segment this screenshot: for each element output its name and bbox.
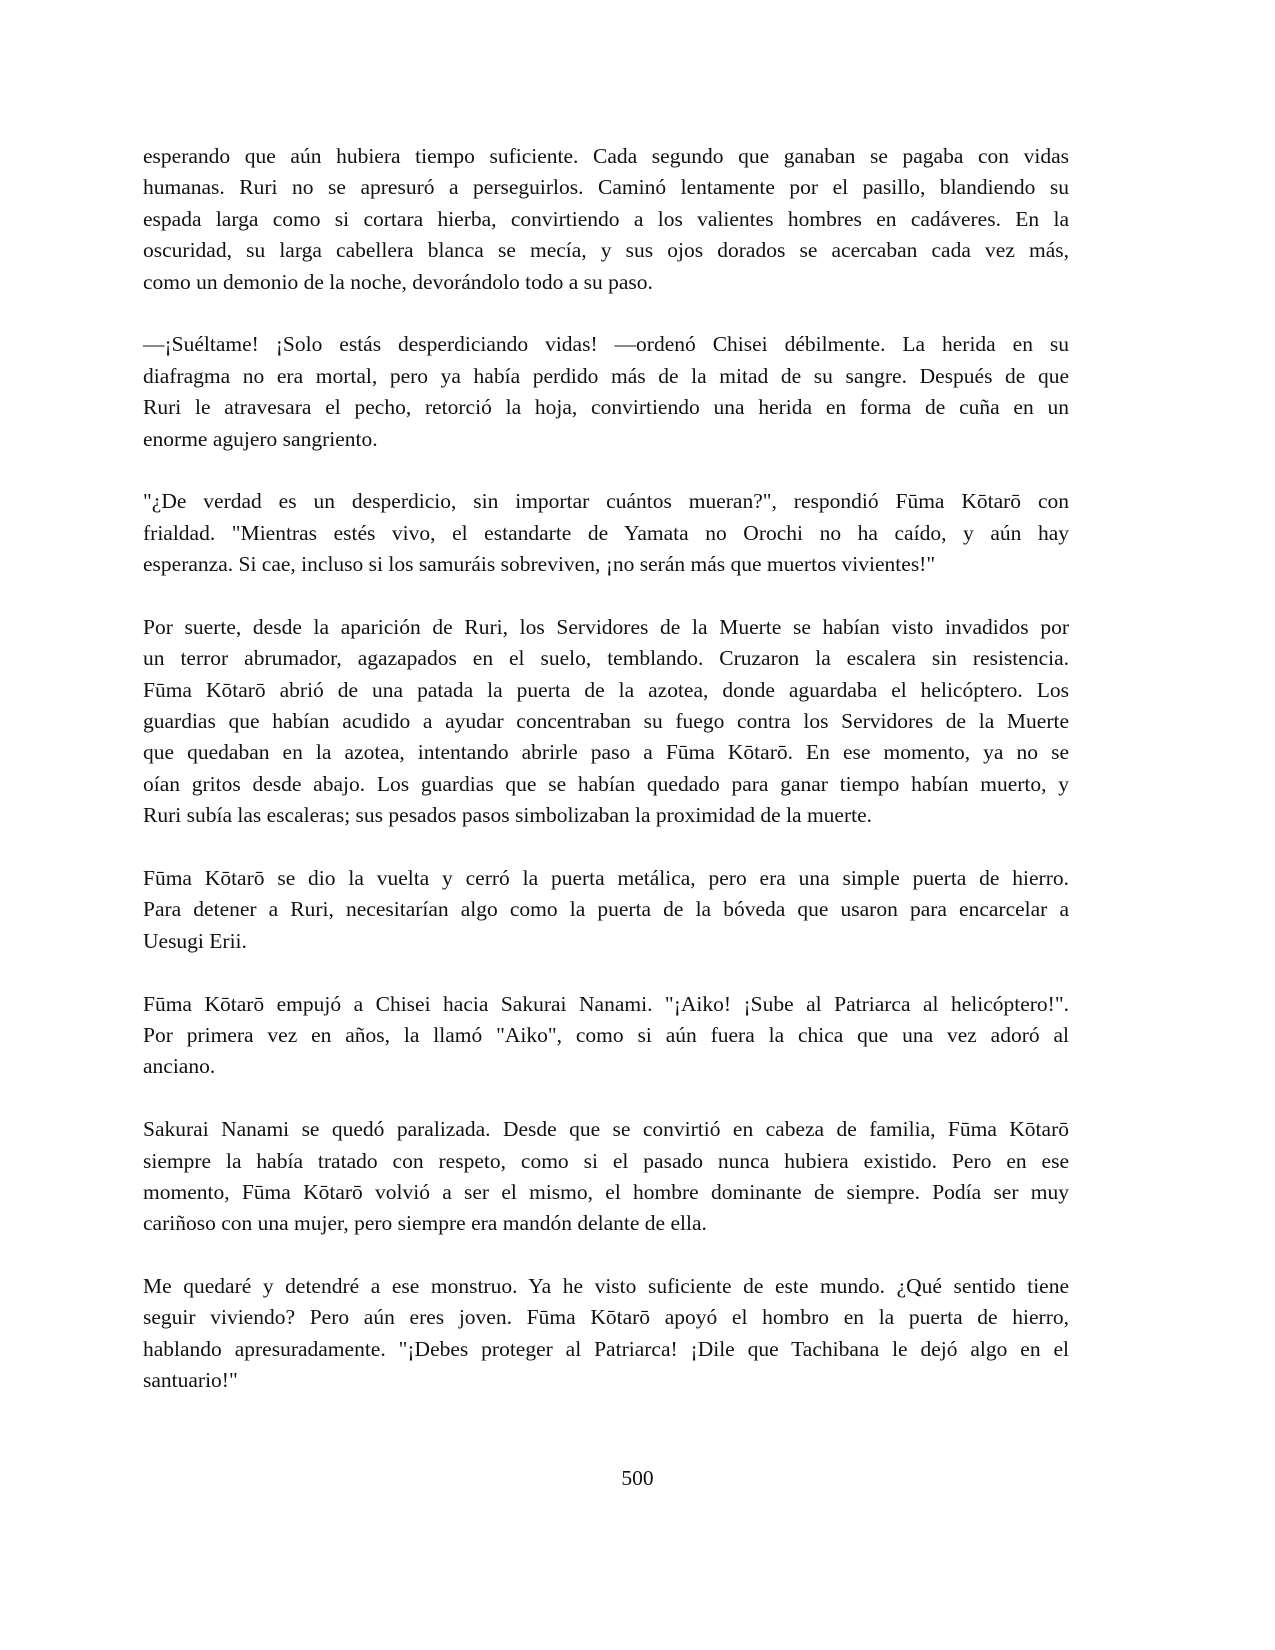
text-line: un terror abrumador, agazapados en el suelo, temblando. Cruzaron la escalera sin resistencia.: [143, 646, 1069, 671]
text-line: —¡Suéltame! ¡Solo estás desperdiciando vidas! —ordenó Chisei débilmente. La herida en su: [143, 332, 1069, 357]
text-line: que quedaban en la azotea, intentando abrirle paso a Fūma Kōtarō. En ese momento, ya no se: [143, 740, 1069, 765]
paragraph: [143, 863, 1069, 957]
paragraph: [143, 486, 1069, 580]
text-line: Por primera vez en años, la llamó "Aiko", como si aún fuera la chica que una vez adoró al: [143, 1022, 1069, 1047]
text-line: esperando que aún hubiera tiempo suficiente. Cada segundo que ganaban se pagaba con vidas: [143, 144, 1069, 168]
text-line: Por suerte, desde la aparición de Ruri, los Servidores de la Muerte se habían visto invadidos por: [143, 614, 1069, 639]
paragraph: [143, 141, 1069, 298]
text-line: Me quedaré y detendré a ese monstruo. Ya he visto suficiente de este mundo. ¿Qué sentido tiene: [143, 1274, 1069, 1299]
text-line: anciano.: [143, 1054, 216, 1079]
text-line: Sakurai Nanami se quedó paralizada. Desde que se convirtió en cabeza de familia, Fūma Kōtarō: [143, 1117, 1069, 1142]
text-line: Fūma Kōtarō abrió de una patada la puerta de la azotea, donde aguardaba el helicóptero. Los: [143, 677, 1069, 702]
text-line: Ruri subía las escaleras; sus pesados pasos simbolizaban la proximidad de la muerte.: [143, 803, 873, 828]
paragraph: [143, 1271, 1069, 1397]
paragraph: [143, 329, 1069, 455]
text-line: momento, Fūma Kōtarō volvió a ser el mismo, el hombre dominante de siempre. Podía ser muy: [143, 1179, 1069, 1204]
text-line: humanas. Ruri no se apresuró a perseguirlos. Caminó lentamente por el pasillo, blandiendo su: [143, 175, 1069, 200]
text-line: santuario!": [143, 1368, 238, 1393]
text-line: siempre la había tratado con respeto, como si el pasado nunca hubiera existido. Pero en ese: [143, 1148, 1069, 1173]
paragraph: [143, 1114, 1069, 1240]
text-line: espada larga como si cortara hierba, convirtiendo a los valientes hombres en cadáveres. En la: [143, 206, 1069, 231]
page-number: 500: [621, 1466, 654, 1490]
text-line: diafragma no era mortal, pero ya había perdido más de la mitad de su sangre. Después de que: [143, 363, 1069, 388]
text-line: oscuridad, su larga cabellera blanca se mecía, y sus ojos dorados se acercaban cada vez más,: [143, 238, 1069, 263]
text-line: oían gritos desde abajo. Los guardias que se habían quedado para ganar tiempo habían muerto, y: [143, 771, 1069, 796]
text-line: hablando apresuradamente. "¡Debes proteger al Patriarca! ¡Dile que Tachibana le dejó algo en el: [143, 1336, 1069, 1361]
text-line: Uesugi Erii.: [143, 928, 247, 953]
text-line: cariñoso con una mujer, pero siempre era mandón delante de ella.: [143, 1211, 707, 1236]
text-line: frialdad. "Mientras estés vivo, el estandarte de Yamata no Orochi no ha caído, y aún hay: [143, 520, 1069, 545]
text-line: enorme agujero sangriento.: [143, 426, 378, 451]
text-line: Fūma Kōtarō se dio la vuelta y cerró la puerta metálica, pero era una simple puerta de hierro.: [143, 865, 1069, 890]
paragraph: [143, 989, 1069, 1083]
document-body: [143, 141, 1069, 1428]
text-line: Para detener a Ruri, necesitarían algo como la puerta de la bóveda que usaron para encarcelar a: [143, 897, 1069, 922]
text-line: como un demonio de la noche, devorándolo todo a su paso.: [143, 269, 653, 294]
text-line: guardias que habían acudido a ayudar concentraban su fuego contra los Servidores de la Muerte: [143, 709, 1069, 734]
text-line: "¿De verdad es un desperdicio, sin importar cuántos mueran?", respondió Fūma Kōtarō con: [143, 489, 1069, 514]
text-line: Ruri le atravesara el pecho, retorció la hoja, convirtiendo una herida en forma de cuña en un: [143, 395, 1069, 420]
paragraph: [143, 612, 1069, 832]
text-line: esperanza. Si cae, incluso si los samuráis sobreviven, ¡no serán más que muertos vivientes!": [143, 552, 936, 577]
text-line: Fūma Kōtarō empujó a Chisei hacia Sakurai Nanami. "¡Aiko! ¡Sube al Patriarca al helicóptero!".: [143, 991, 1069, 1016]
text-line: seguir viviendo? Pero aún eres joven. Fūma Kōtarō apoyó el hombro en la puerta de hierro,: [143, 1305, 1069, 1330]
